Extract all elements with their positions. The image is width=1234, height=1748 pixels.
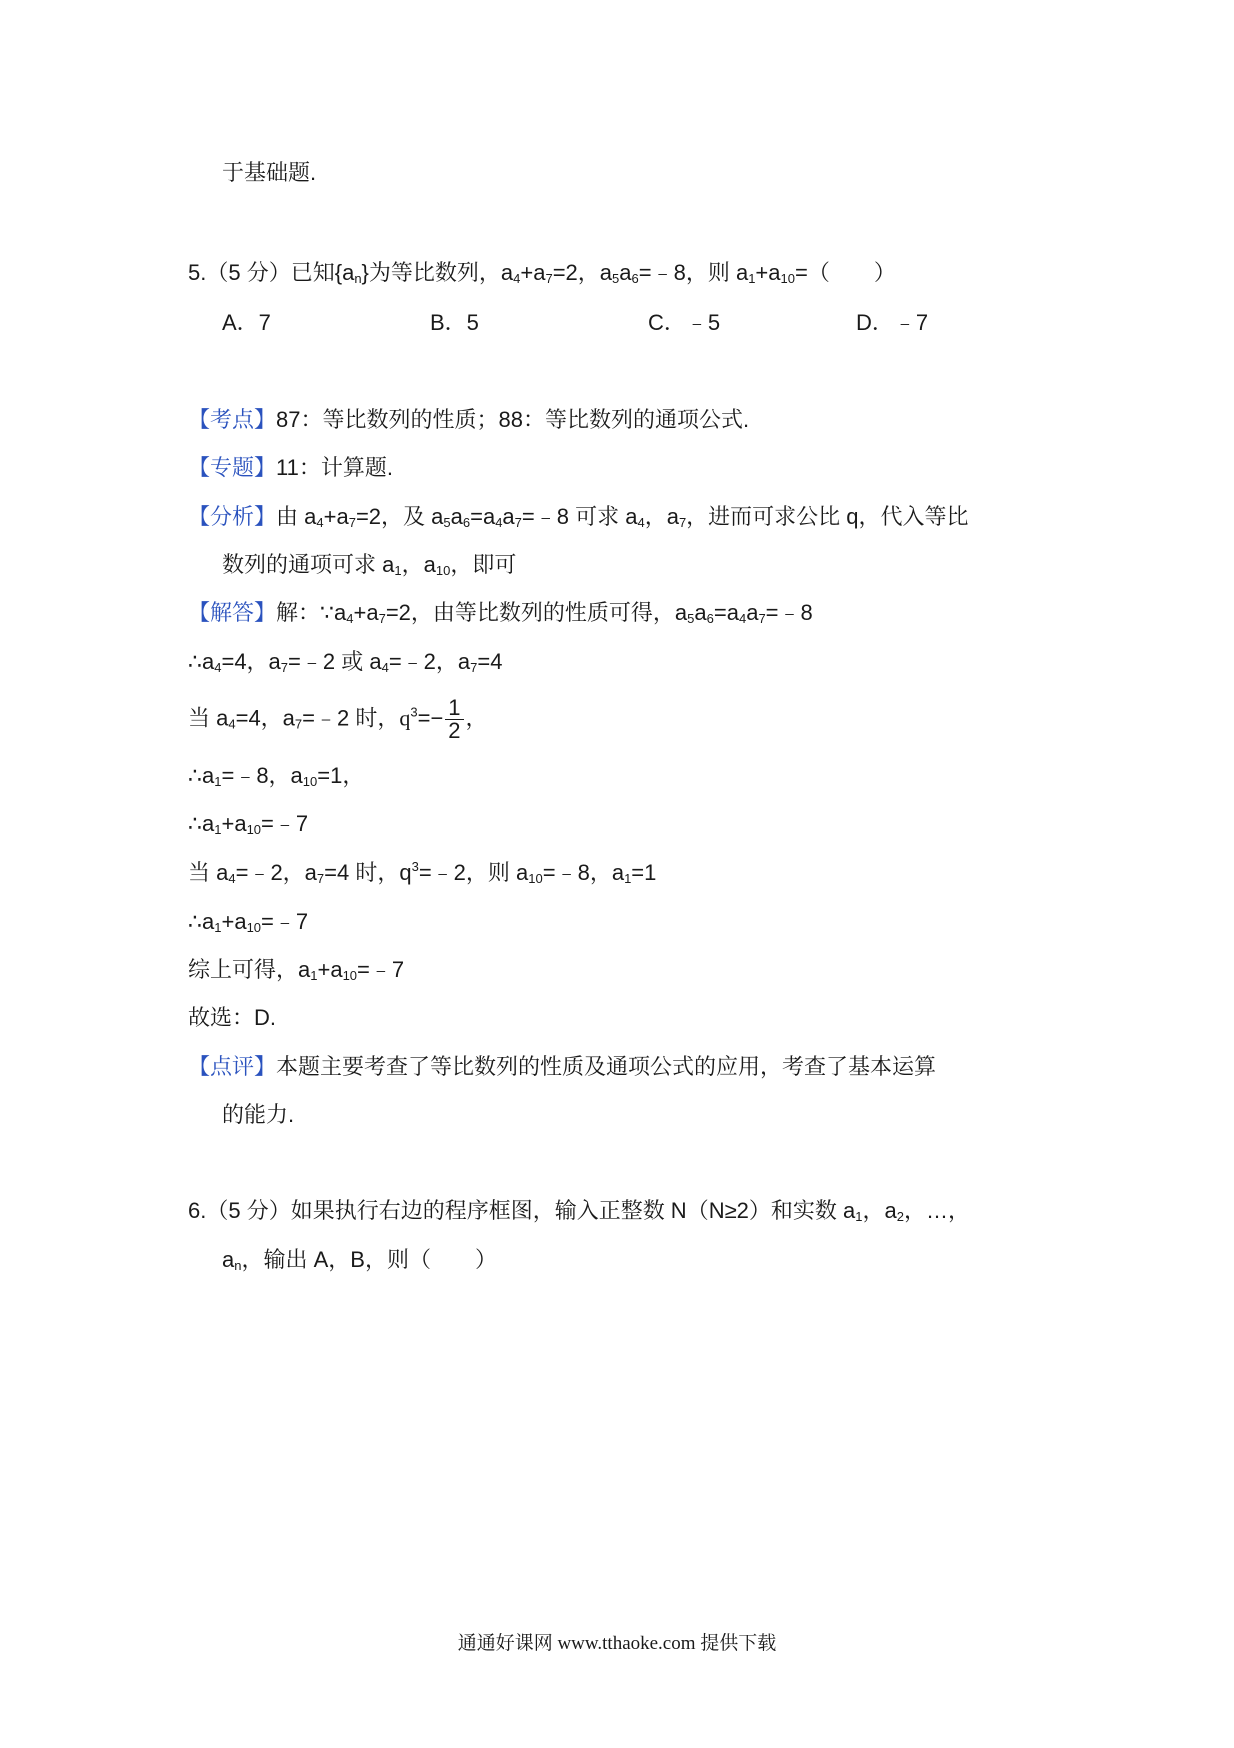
option-c: C．﹣5: [648, 310, 721, 335]
jieda-line-3: 当 $a_4=4$，$a_7=﹣2$ 时，$q^3=-$ $\frac{1}{2}$ ，: [188, 695, 488, 743]
continued-text: 于基础题.: [222, 160, 317, 185]
dianping-line-1: 【点评】本题主要考查了等比数列的性质及通项公式的应用，考查了基本运算: [188, 1054, 937, 1079]
zhuanti-line: 【专题】11：计算题.: [188, 455, 393, 480]
fenxi-tag: 【分析】: [188, 504, 277, 529]
kaodian-line: 【考点】87：等比数列的性质；88：等比数列的通项公式.: [188, 407, 750, 432]
fenxi-line-1: 【分析】由 $a_4+a_7=2$，及 $a_5a_6=a_4a_7=﹣8$ 可求 $a_4$，$a_7$，进而可求公比 q，代入等比: [188, 504, 969, 530]
question-5-stem: 5.（5 分）已知$\{a_n\}$为等比数列，$a_4+a_7=2$，$a_5a_6=﹣8$，则 $a_1+a_{10}=$（ ）: [188, 260, 896, 286]
jieda-tag: 【解答】: [188, 600, 277, 625]
dianping-tag: 【点评】: [188, 1054, 277, 1079]
jieda-line-5: $\therefore a_1+a_{10}=﹣7$: [188, 811, 309, 837]
page-footer: 通通好课网 www.tthaoke.com 提供下载: [457, 1633, 777, 1654]
question-6-line-1: 6.（5 分）如果执行右边的程序框图，输入正整数 N（N≥2）和实数 $a_1$，$a_2$，…，: [188, 1198, 970, 1224]
jieda-line-8: 综上可得，$a_1+a_{10}=﹣7$: [188, 957, 405, 983]
jieda-line-2: $\therefore a_4=4$，$a_7=﹣2$ 或 $a_4=﹣2$，$a_7=4$: [188, 649, 503, 675]
jieda-line-4: $\therefore a_1=﹣8$，$a_{10}=1$，: [188, 763, 365, 789]
question-6-line-2: $a_n$，输出 A，B，则（ ）: [222, 1247, 497, 1273]
option-b: B．5: [430, 310, 479, 335]
jieda-line-1: 【解答】解：$\because a_4+a_7=2$，由等比数列的性质可得，$a_5a_6=a_4a_7=﹣8$: [188, 600, 813, 626]
jieda-line-6: 当 $a_4=﹣2$，$a_7=4$ 时，$q^3=﹣2$，则 $a_{10}=﹣8$，$a_1=1$: [188, 859, 657, 886]
option-a: A．7: [222, 310, 271, 335]
option-d: D．﹣7: [856, 310, 929, 335]
zhuanti-tag: 【专题】: [188, 455, 277, 480]
jieda-line-9: 故选：D.: [188, 1005, 277, 1030]
kaodian-tag: 【考点】: [188, 407, 277, 432]
fenxi-line-2: 数列的通项可求 $a_1$，$a_{10}$，即可: [222, 552, 517, 578]
dianping-line-2: 的能力.: [222, 1102, 295, 1127]
jieda-line-7: $\therefore a_1+a_{10}=﹣7$: [188, 909, 309, 935]
fraction-one-half: $\frac{1}{2}$: [445, 697, 463, 742]
